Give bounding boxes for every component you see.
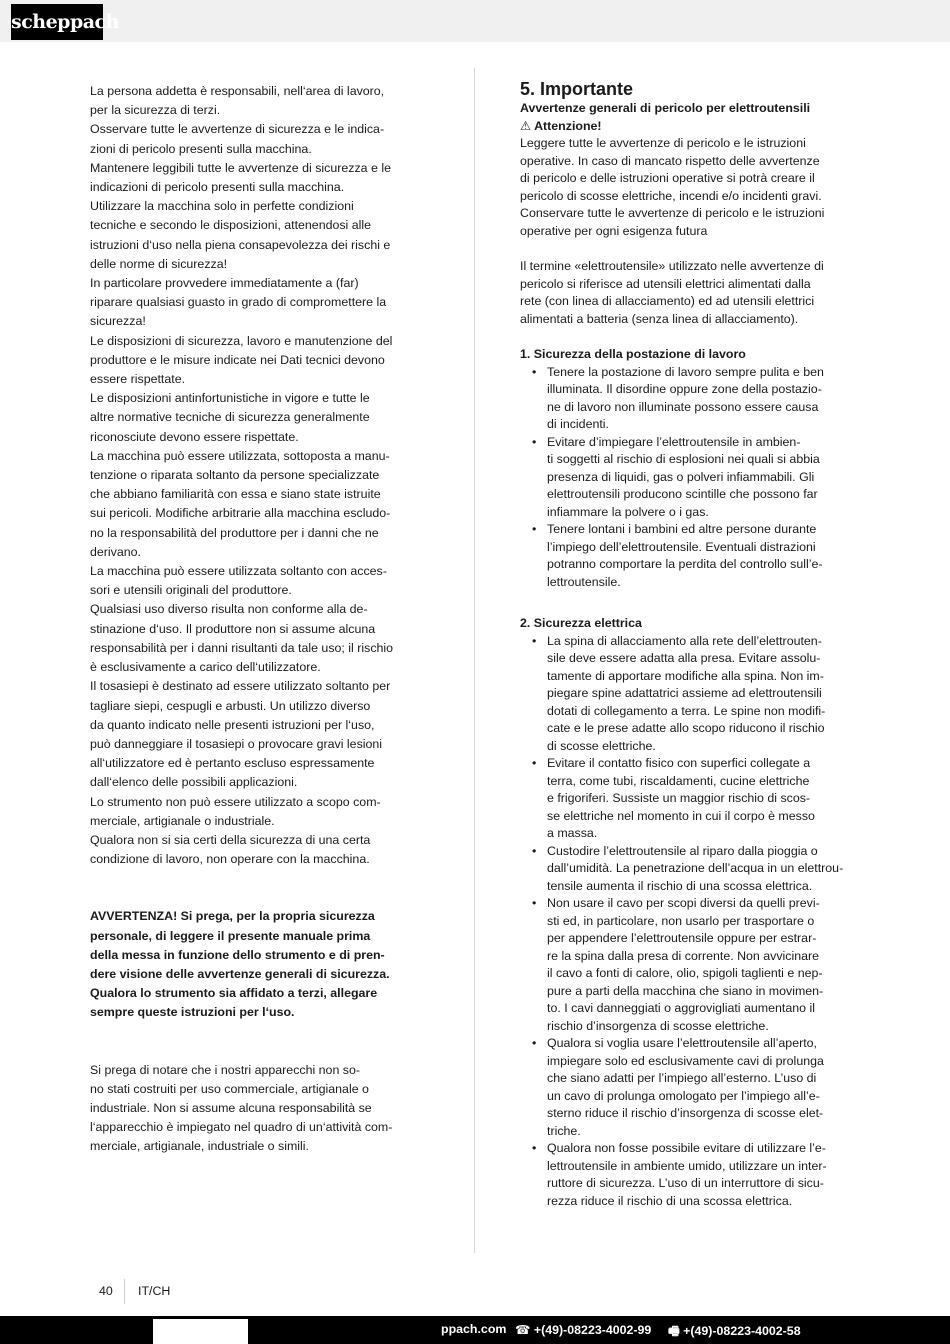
paragraph: Le disposizioni antinfortunistiche in vigore e tutte le altre normative tecniche di sicurezza generalmente riconosciute devono essere rispettate.: [90, 391, 370, 444]
page-number: 40: [99, 1284, 113, 1298]
top-bar: [0, 0, 950, 42]
warning-paragraph: AVVERTENZA! Si prega, per la propria sicurezza personale, di leggere il presente manuale prima della messa in funzione dello strumento e di pren- dere visione delle avvertenze generali di sicurezza. Qualora lo strumento sia affidato a terzi, allegare sempre queste istruzioni per l‘uso.: [90, 909, 390, 1020]
website-text: ppach.com: [441, 1322, 507, 1336]
bottom-bar-blank-box: [153, 1319, 248, 1344]
paragraph: La macchina può essere utilizzata soltanto con acces- sori e utensili originali del produttore.: [90, 564, 387, 598]
attention-text: Leggere tutte le avvertenze di pericolo e le istruzioni operative. In caso di mancato rispetto delle avvertenze di pericolo e delle istruzioni operative si potrà creare il pericolo di scosse elettriche, incendi e/o incidenti gravi. Conservare tutte le avvertenze di pericolo e le istruzioni operative per ogni esigenza futura: [520, 136, 825, 238]
list-item: • Tenere lontani i bambini ed altre persone durante l’impiego dell’elettroutensile. Eventuali distrazioni potranno comportare la perdita del controllo sull’e- lettroutensile.: [520, 521, 865, 591]
list-item: • Custodire l’elettroutensile al riparo dalla pioggia o dall’umidità. La penetrazione dell’acqua in un elettrou- tensile aumenta il rischio di una scossa elettrica.: [520, 843, 865, 896]
paragraph: Il tosasiepi è destinato ad essere utilizzato soltanto per tagliare siepi, cespugli e arbusti. Un utilizzo diverso da quanto indicato nelle presenti istruzioni per l‘uso, può danneggiare il tosasiepi o provocare gravi lesioni all‘utilizzatore ed è pertanto escluso espressamente dall‘elenco delle possibili applicazioni.: [90, 679, 391, 790]
list-item: • Qualora non fosse possibile evitare di utilizzare l’e- lettroutensile in ambiente umido, utilizzare un inter- ruttore di sicurezza. L’uso di un interruttore di sicu- rezza riduce il rischio di una scossa elettrica.: [520, 1140, 865, 1210]
subsection-title-workplace: 1. Sicurezza della postazione di lavoro: [520, 347, 746, 361]
scheppach-logo: scheppach: [11, 4, 103, 40]
paragraph: Lo strumento non può essere utilizzato a scopo com- merciale, artigianale o industriale.: [90, 794, 381, 828]
paragraph: Osservare tutte le avvertenze di sicurezza e le indica- zioni di pericolo presenti sulla macchina.: [90, 122, 385, 156]
paragraph: Qualsiasi uso diverso risulta non conforme alla de- stinazione d‘uso. Il produttore non si assume alcuna responsabilità per i danni risultanti da tale uso; il rischio è esclusivamente a carico dell‘utilizzatore.: [90, 602, 394, 675]
column-divider: [474, 68, 475, 1253]
footer-separator: [124, 1279, 125, 1304]
language-code: IT/CH: [138, 1284, 171, 1298]
electrical-safety-list: [520, 633, 865, 1211]
subsection-title-electrical: 2. Sicurezza elettrica: [520, 616, 642, 630]
right-column: [520, 78, 865, 1210]
definition-text: Il termine «elettroutensile» utilizzato nelle avvertenze di pericolo si riferisce ad utensili elettrici alimentati dalla rete (con linea di allacciamento) ed ad utensili elettrici alimentati a batteria (senza linea di allacciamento).: [520, 259, 824, 326]
section-subtitle: Avvertenze generali di pericolo per elettroutensili: [520, 101, 811, 115]
workplace-safety-list: [520, 364, 865, 592]
paragraph: Utilizzare la macchina solo in perfette condizioni tecniche e secondo le disposizioni, attenendosi alle istruzioni d‘uso nella piena consapevolezza dei rischi e delle norme di sicurezza!: [90, 199, 391, 271]
left-column: [90, 82, 435, 1157]
list-item: • Qualora si voglia usare l’elettroutensile all’aperto, impiegare solo ed esclusivamente cavi di prolunga che siano adatti per l’impiego all’esterno. L’uso di un cavo di prolunga omologato per l’impiego all’e- sterno riduce il rischio d’insorgenza di scosse elet- triche.: [520, 1035, 865, 1140]
list-item: • La spina di allacciamento alla rete dell’elettrouten- sile deve essere adatta alla presa. Evitare assolu- tamente di apportare modifiche alla spina. Non im- piegare spine adattatrici assieme ad elettroutensili dotati di collegamento a terra. Le spine non modifi- cate e le prese adatte allo scopo riducono il rischio di scosse elettriche.: [520, 633, 865, 756]
paragraph: Mantenere leggibili tutte le avvertenze di sicurezza e le indicazioni di pericolo presenti sulla macchina.: [90, 160, 391, 195]
paragraph: Qualora non si sia certi della sicurezza di una certa condizione di lavoro, non operare con la macchina.: [90, 832, 371, 867]
list-item: • Evitare d’impiegare l’elettroutensile in ambien- ti soggetti al rischio di esplosioni nei quali si abbia presenza di liquidi, gas o polveri infiammabili. Gli elettroutensili producono scintille che possono far infiammare la polvere o i gas.: [520, 434, 865, 522]
paragraph: La macchina può essere utilizzata, sottoposta a manu- tenzione o riparata soltanto da persone specializzate che abbiano familiarità con essa e siano state istruite sui pericoli. Modifiche arbitrarie alla macchina escludo- no la responsabilità del produttore per i danni che ne derivano.: [90, 448, 391, 559]
paragraph: Le disposizioni di sicurezza, lavoro e manutenzione del produttore e le misure indicate nei Dati tecnici devono essere rispettate.: [90, 333, 393, 387]
list-item: • Non usare il cavo per scopi diversi da quelli previ- sti ed, in particolare, non usarlo per trasportare o per appendere l’elettroutensile oppure per estrar- re la spina dalla presa di corrente. Non avvicinare il cavo a fonti di calore, olio, spigoli taglienti e nep- pure a parti della macchina che siano in movimen- to. I cavi danneggiati o aggrovigliati aumentano il rischio d’insorgenza di scosse elettriche.: [520, 895, 865, 1035]
paragraph: La persona addetta è responsabili, nell‘area di lavoro, per la sicurezza di terzi.: [90, 84, 385, 118]
fax-number: 🖷 +(49)-08223-4002-58: [668, 1324, 801, 1338]
paragraph: In particolare provvedere immediatamente a (far) riparare qualsiasi guasto in grado di compromettere la sicurezza!: [90, 276, 387, 329]
list-item: • Tenere la postazione di lavoro sempre pulita e ben illuminata. Il disordine oppure zone della postazio- ne di lavoro non illuminate possono essere causa di incidenti.: [520, 364, 865, 434]
attention-title: ⚠ Attenzione!: [520, 118, 602, 133]
note-paragraph: Si prega di notare che i nostri apparecchi non so- no stati costruiti per uso commerciale, artigianale o industriale. Non si assume alcuna responsabilità se l‘apparecchio è impiegato nel quadro di un‘attività com- merciale, artigianale, industriale o simili.: [90, 1062, 393, 1154]
section-title: 5. Importante: [520, 79, 634, 99]
list-item: • Evitare il contatto fisico con superfici collegate a terra, come tubi, riscaldamenti, cucine elettriche e frigoriferi. Sussiste un maggior rischio di scos- se elettriche nel momento in cui il corpo è messo a massa.: [520, 755, 865, 843]
phone-number: ☎ +(49)-08223-4002-99: [515, 1323, 652, 1337]
